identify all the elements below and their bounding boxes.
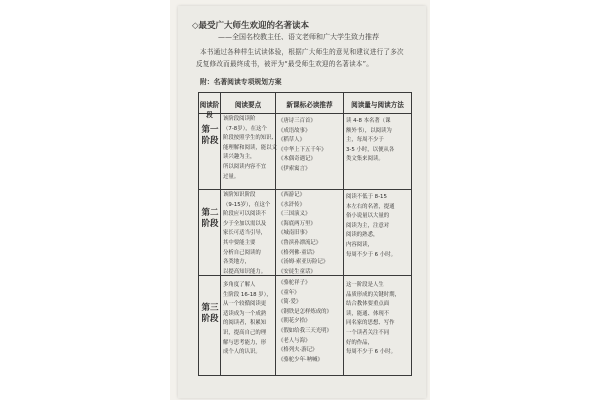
row-divider: [199, 189, 411, 190]
row-3-books: [278, 279, 342, 365]
reading-plan-table: [198, 92, 412, 376]
cell-text-line: 读 4-8 本名著（课: [346, 118, 391, 124]
cell-text-line: 《西游记》: [278, 192, 305, 198]
cell-text-line: 内容阅读，: [346, 241, 373, 248]
cell-text-line: 《稻草人》: [278, 137, 305, 144]
row-2-method: [346, 193, 410, 260]
cell-text-line: 读兴趣为主，: [223, 154, 256, 161]
cell-text-line: 《骆驼少年·呐喊》: [278, 356, 323, 363]
column-divider: [220, 93, 221, 375]
cell-text-line: 适读成为一个成熟: [223, 310, 267, 317]
cell-text-line: 品质形成的关键时期，: [346, 291, 400, 298]
cell-text-line: 同名家的思想、写作: [346, 320, 395, 327]
cell-text-line: 《骆驼祥子》: [278, 280, 311, 286]
cell-text-line: 《假如给我三天光明》: [278, 327, 332, 334]
cell-text-line: 《木偶奇遇记》: [278, 156, 316, 163]
cell-text-line: 《朝花夕拾》: [278, 318, 311, 325]
stage-label-1: 第一阶段: [201, 125, 219, 146]
row-1-method: [346, 117, 410, 165]
table-caption: 附：名著阅读专项规划方案: [200, 78, 282, 86]
cell-text-line: 好的作品，: [346, 339, 373, 346]
cell-text-line: 3-5 小时，以便从各: [346, 146, 395, 153]
header-books: 新课标必读推荐: [286, 101, 333, 109]
row-3-points: [223, 281, 275, 358]
row-3-method: [346, 281, 410, 358]
cell-text-line: （9-15岁），在这个: [223, 201, 271, 208]
cell-text-line: 主，每周不少于: [346, 137, 384, 144]
cell-text-line: 该阶知识阶段: [223, 192, 256, 198]
cell-text-line: 《伊索寓言》: [278, 165, 311, 172]
cell-text-line: 俗小说量以大量的: [346, 213, 390, 220]
cell-text-line: 解与思考能力，形: [223, 339, 267, 346]
cell-text-line: 阶段应可以阅读不: [223, 211, 267, 218]
row-1-points: [223, 115, 275, 182]
intro-line-1: 本书通过各种样生试读体验，根据广大师生的意见和建议进行了多次: [200, 48, 404, 56]
header-points: 阅读要点: [234, 101, 262, 109]
cell-text-line: 阅读的熟悉，: [346, 232, 379, 239]
cell-text-line: 读，能通、体现不: [346, 310, 390, 317]
cell-text-line: 从一个较循阅读更: [223, 301, 267, 308]
cell-text-line: 一个读者关注不同: [346, 329, 390, 336]
cell-text-line: 《汤姆·索亚历险记》: [278, 259, 329, 266]
cell-text-line: 《童年》: [278, 289, 300, 296]
cell-text-line: 类文集来阅读。: [346, 156, 384, 163]
row-1-books: [278, 117, 342, 175]
header-divider: [199, 113, 411, 114]
cell-text-line: 《老人与海》: [278, 337, 311, 344]
cell-text-line: 《中华上下五千年》: [278, 146, 327, 153]
column-divider: [343, 93, 344, 375]
cell-text-line: 各类地方，: [223, 259, 250, 266]
cell-text-line: 《水浒传》: [278, 201, 305, 208]
book-page: [178, 6, 426, 398]
cell-text-line: 这一阶段是人生: [346, 282, 384, 288]
cell-text-line: 的阅读者，积累知: [223, 320, 267, 327]
intro-line-2: 反复修改而最终成书，被评为“最受师生欢迎的名著读本”。: [196, 60, 374, 68]
stage-label-2: 第二阶段: [201, 208, 219, 229]
cell-text-line: 《成语故事》: [278, 127, 311, 134]
cell-text-line: 《格列佛·童话》: [278, 249, 318, 256]
cell-text-line: 额外书），以阅读为: [346, 127, 392, 134]
cell-text-line: 《海底两万里》: [278, 220, 316, 227]
cell-text-line: 结合教体要重点面: [346, 301, 390, 308]
cell-text-line: 以提高知识能力。: [223, 268, 267, 275]
cell-text-line: 阶段按照学生的知识、: [223, 135, 277, 142]
cell-text-line: 少于全加以需以及: [223, 220, 267, 227]
cell-text-line: 生阶段 16-18 岁），: [223, 291, 272, 298]
cell-text-line: 《格列夫·游记》: [278, 347, 318, 354]
row-2-points: [223, 191, 275, 277]
cell-text-line: （7-8岁），在这个: [223, 125, 267, 132]
cell-text-line: 成个人的认识。: [223, 349, 261, 356]
stage-label-3: 第三阶段: [201, 303, 219, 324]
cell-text-line: 《城南旧事》: [278, 230, 311, 237]
cell-text-line: 每周不少于 6 小时。: [346, 251, 396, 258]
cell-text-line: 家长可适当引导，: [223, 230, 267, 237]
page-title: ◇最受广大师生欢迎的名著读本: [192, 21, 310, 31]
cell-text-line: 《三国演义》: [278, 211, 311, 218]
cell-text-line: 识，提高自己的理: [223, 329, 267, 336]
cell-text-line: 阅读为主，注意对: [346, 222, 390, 229]
cell-text-line: 每周不少于 6 小时。: [346, 349, 396, 356]
cell-text-line: 《钢铁是怎样炼成的》: [278, 308, 332, 315]
cell-text-line: 《简·爱》: [278, 299, 302, 306]
row-2-books: [278, 191, 342, 277]
cell-text-line: 所以阅读内容不宜: [223, 163, 267, 170]
cell-text-line: 多角度了解人: [223, 282, 256, 288]
cell-text-line: 阅读不低于 8-15: [346, 194, 387, 200]
cell-text-line: 《唐诗三百首》: [278, 118, 316, 124]
cell-text-line: 《鲁滨孙漂流记》: [278, 239, 322, 246]
cell-text-line: 《安徒生童话》: [278, 268, 316, 275]
cell-text-line: 过量。: [223, 173, 240, 180]
cell-text-line: 能理解和阅读，能以文: [223, 144, 277, 151]
cell-text-line: 该阶段阅读阶: [223, 116, 256, 122]
header-stage: 阅读阶段: [199, 101, 220, 119]
page-subtitle: ——全国名校教主任、语文老师和广大学生致力推荐: [218, 33, 379, 41]
cell-text-line: 本左右的名著，提通: [346, 203, 395, 210]
cell-text-line: 分析自己阅读的: [223, 249, 261, 256]
cell-text-line: 其中要能主要: [223, 239, 256, 246]
header-method: 阅读量与阅读方法: [351, 101, 404, 109]
